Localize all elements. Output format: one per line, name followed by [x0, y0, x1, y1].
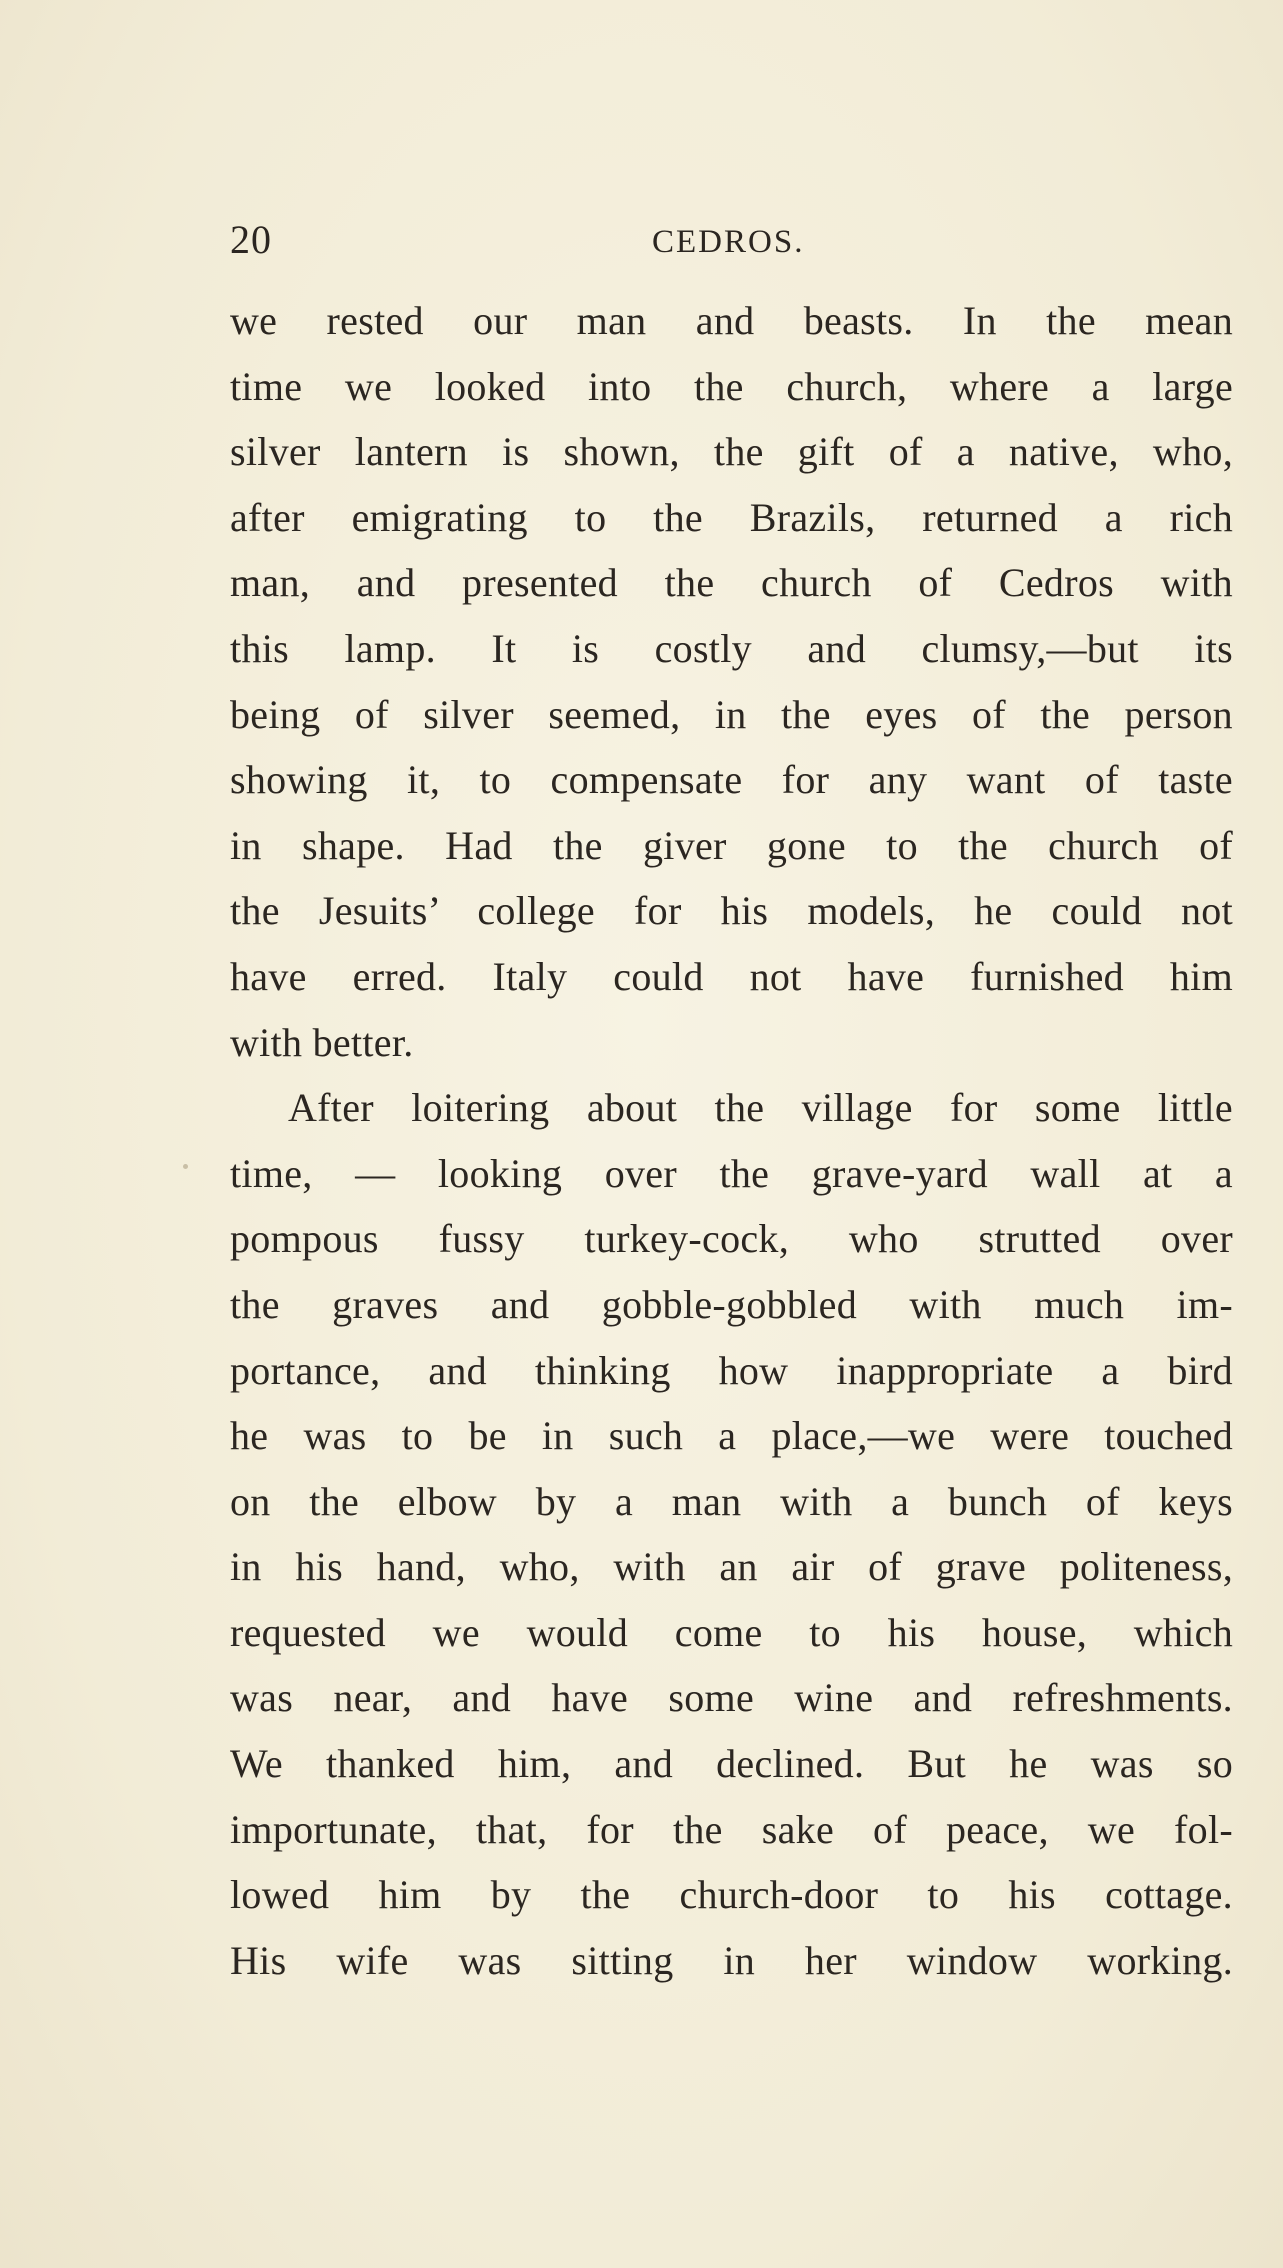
text-line: After loitering about the village for some little: [288, 1085, 1233, 1131]
paragraph-1: [230, 288, 1233, 1075]
text-line: pompous fussy turkey-cock, who strutted over: [230, 1216, 1233, 1262]
text-line: We thanked him, and declined. But he was so: [230, 1741, 1233, 1787]
text-line: after emigrating to the Brazils, returned a rich: [230, 494, 1233, 540]
text-line: portance, and thinking how inappropriate a bird: [230, 1347, 1233, 1393]
text-line: he was to be in such a place,—we were touched: [230, 1413, 1233, 1459]
text-line: the Jesuits’ college for his models, he could not: [230, 888, 1233, 934]
running-head: [230, 214, 1233, 266]
text-line: in his hand, who, with an air of grave politeness,: [230, 1544, 1233, 1590]
text-line: was near, and have some wine and refreshments.: [230, 1675, 1233, 1721]
text-line: have erred. Italy could not have furnished him: [230, 953, 1233, 999]
ink-speck: [183, 1164, 188, 1169]
text-line: on the elbow by a man with a bunch of keys: [230, 1478, 1233, 1524]
text-line: with better.: [230, 1019, 414, 1065]
page-number: 20: [230, 217, 272, 262]
text-line: lowed him by the church-door to his cottage.: [230, 1872, 1233, 1918]
text-line: the graves and gobble-gobbled with much im-: [230, 1281, 1233, 1327]
text-line: showing it, to compensate for any want of taste: [230, 757, 1233, 803]
text-line: man, and presented the church of Cedros with: [230, 560, 1233, 606]
text-line: His wife was sitting in her window working.: [230, 1937, 1233, 1983]
text-line: time, — looking over the grave-yard wall at a: [230, 1150, 1233, 1196]
text-line: importunate, that, for the sake of peace, we fol-: [230, 1806, 1233, 1852]
text-line: we rested our man and beasts. In the mean: [230, 298, 1233, 343]
text-line: time we looked into the church, where a large: [230, 363, 1233, 409]
text-line: requested we would come to his house, which: [230, 1609, 1233, 1655]
text-line: being of silver seemed, in the eyes of the person: [230, 691, 1233, 737]
paragraph-2: [230, 1075, 1233, 1993]
text-line: this lamp. It is costly and clumsy,—but its: [230, 625, 1233, 671]
running-title: CEDROS.: [652, 224, 805, 260]
text-line: silver lantern is shown, the gift of a native, who,: [230, 429, 1233, 475]
text-line: in shape. Had the giver gone to the church of: [230, 822, 1233, 868]
body-text: [230, 288, 1233, 1993]
